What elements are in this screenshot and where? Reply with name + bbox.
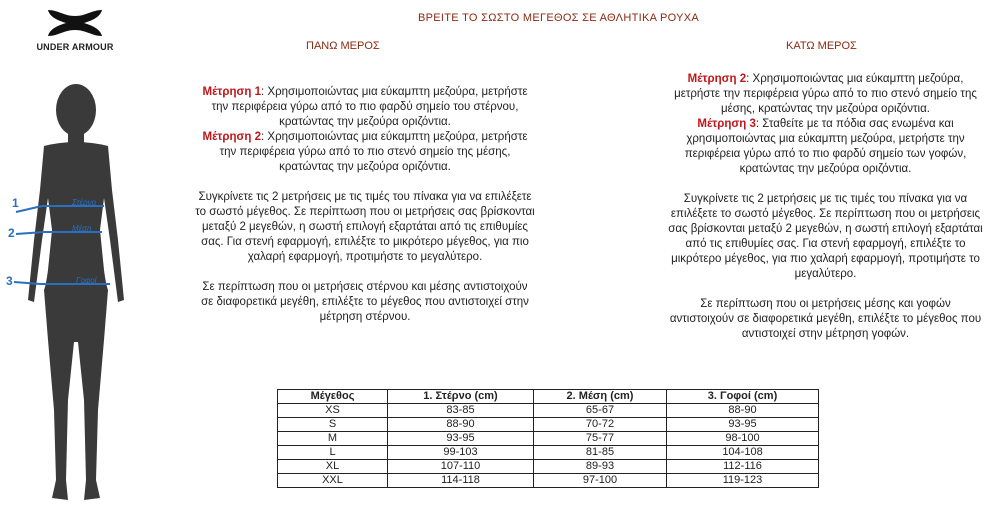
measure-label-waist: Μέση — [72, 224, 92, 233]
table-cell: 107-110 — [388, 460, 534, 474]
brand-logo — [35, 8, 115, 52]
woman-silhouette-icon — [0, 80, 140, 510]
table-row — [278, 432, 819, 446]
lower-measure-2: Μέτρηση 2: Χρησιμοποιώντας μια εύκαμπτη μεζούρα, μετρήστε την περιφέρεια γύρω από το πιο στενό σημείο της μέσης, κρατώντας την μεζούρα οριζόντια. — [674, 73, 977, 115]
lower-heading: ΚΑΤΩ ΜΕΡΟΣ — [786, 40, 857, 52]
table-header: Μέγεθος — [278, 390, 388, 404]
upper-measure-2: Μέτρηση 2: Χρησιμοποιώντας μια εύκαμπτη μεζούρα, μετρήστε την περιφέρεια γύρω από το πιο στενό σημείο της μέσης, κρατώντας την μεζούρα οριζόντια. — [202, 131, 528, 173]
table-row — [278, 404, 819, 418]
table-cell: S — [278, 418, 388, 432]
size-table — [277, 389, 819, 488]
table-cell: XXL — [278, 474, 388, 488]
brand-name: UNDER ARMOUR — [36, 42, 114, 52]
table-cell: 83-85 — [388, 404, 534, 418]
lower-compare-text: Συγκρίνετε τις 2 μετρήσεις με τις τιμές του πίνακα για να επιλέξετε το σωστό μέγεθος. Σε περίπτωση που οι μετρήσεις σας βρίσκονται μεταξύ 2 μεγεθών, η σωστή επιλογή εξαρτάται από τις επιθυμίες σας. Για στενή εφαρμογή, επιλέξτε το μικρότερο μέγεθος, για πιο χαλαρή εφαρμογή, προτιμήστε το μεγαλύτερο. — [668, 193, 983, 280]
table-cell: 89-93 — [534, 460, 667, 474]
table-header: 1. Στέρνο (cm) — [388, 390, 534, 404]
table-cell: 93-95 — [667, 418, 819, 432]
table-cell: L — [278, 446, 388, 460]
table-cell: XS — [278, 404, 388, 418]
upper-measure-1: Μέτρηση 1: Χρησιμοποιώντας μια εύκαμπτη μεζούρα, μετρήστε την περιφέρεια γύρω από το πιο φαρδύ σημείο του στέρνου, κρατώντας την μεζούρα οριζόντια. — [202, 86, 528, 128]
upper-instructions — [195, 85, 535, 325]
table-cell: 88-90 — [667, 404, 819, 418]
table-cell: 99-103 — [388, 446, 534, 460]
table-cell: 75-77 — [534, 432, 667, 446]
table-cell: 81-85 — [534, 446, 667, 460]
measure-number-1: 1 — [12, 196, 19, 210]
table-cell: 97-100 — [534, 474, 667, 488]
table-row — [278, 460, 819, 474]
table-row — [278, 446, 819, 460]
table-cell: 70-72 — [534, 418, 667, 432]
body-figure — [0, 80, 140, 510]
table-cell: 114-118 — [388, 474, 534, 488]
lower-measure-3: Μέτρηση 3: Σταθείτε με τα πόδια σας ενωμένα και χρησιμοποιώντας μια εύκαμπτη μεζούρα, μετρήστε την περιφέρεια γύρω από το πιο φαρδύ σημείο των γοφών, κρατώντας την μεζούρα οριζόντια. — [684, 118, 967, 175]
lower-note: Σε περίπτωση που οι μετρήσεις μέσης και γοφών αντιστοιχούν σε διαφορετικά μεγέθη, επιλέξτε το μέγεθος που αντιστοιχεί στην μέτρηση γοφών. — [669, 298, 982, 340]
table-cell: 93-95 — [388, 432, 534, 446]
page-title: ΒΡΕΙΤΕ ΤΟ ΣΩΣΤΟ ΜΕΓΕΘΟΣ ΣΕ ΑΘΛΗΤΙΚΑ ΡΟΥΧΑ — [418, 12, 700, 24]
table-header-row — [278, 390, 819, 404]
under-armour-logo-icon — [44, 8, 106, 38]
upper-compare-text: Συγκρίνετε τις 2 μετρήσεις με τις τιμές του πίνακα για να επιλέξετε το σωστό μέγεθος. Σε περίπτωση που οι μετρήσεις σας βρίσκονται μεταξύ 2 μεγεθών, η σωστή επιλογή εξαρτάται από τις επιθυμίες σας. Για στενή εφαρμογή, επιλέξτε το μικρότερο μέγεθος, για πιο χαλαρή εφαρμογή, προτιμήστε το μεγαλύτερο. — [195, 191, 535, 263]
table-header: 3. Γοφοί (cm) — [667, 390, 819, 404]
table-cell: 119-123 — [667, 474, 819, 488]
upper-heading: ΠΑΝΩ ΜΕΡΟΣ — [306, 40, 380, 52]
table-cell: 98-100 — [667, 432, 819, 446]
measure-label-chest: Στέρνο — [72, 198, 97, 207]
table-cell: 112-116 — [667, 460, 819, 474]
table-row — [278, 418, 819, 432]
table-cell: XL — [278, 460, 388, 474]
measure-number-2: 2 — [8, 226, 15, 240]
table-cell: 88-90 — [388, 418, 534, 432]
measure-number-3: 3 — [6, 274, 13, 288]
table-cell: 65-67 — [534, 404, 667, 418]
lower-instructions — [668, 72, 983, 342]
table-cell: 104-108 — [667, 446, 819, 460]
table-row — [278, 474, 819, 488]
upper-note: Σε περίπτωση που οι μετρήσεις στέρνου και μέσης αντιστοιχούν σε διαφορετικά μεγέθη, επιλέξτε το μέγεθος που αντιστοιχεί στην μέτρηση στέρνου. — [201, 281, 529, 323]
measure-label-hips: Γοφοί — [76, 276, 97, 285]
table-cell: M — [278, 432, 388, 446]
table-header: 2. Μέση (cm) — [534, 390, 667, 404]
